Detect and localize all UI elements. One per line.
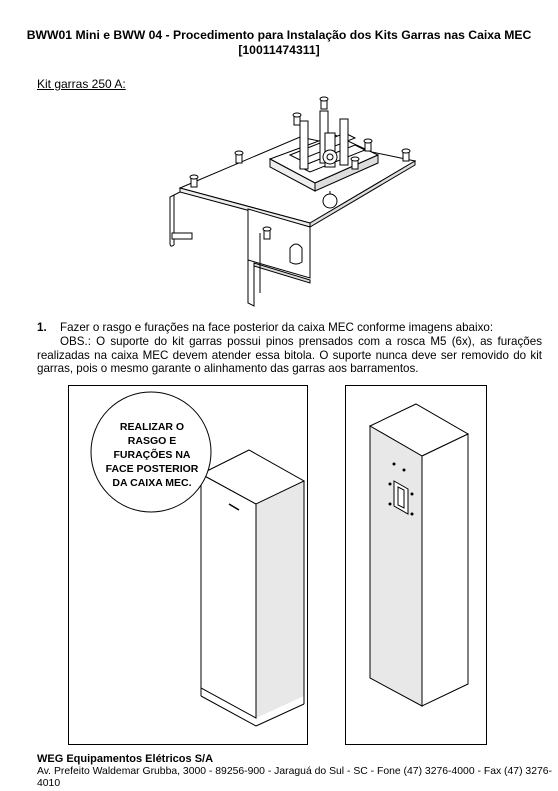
title-line-1: BWW01 Mini e BWW 04 - Procedimento para Instalação dos Kits Garras nas Caixa MEC	[26, 28, 532, 42]
mec-box-callout-drawing	[69, 386, 307, 744]
step-text	[60, 321, 542, 335]
obs-paragraph: OBS.: O suporte do kit garras possui pinos prensados com a rosca M5 (6x), as furações realizadas na caixa MEC devem atender essa bitola. O suporte nunca deve ser removido do kit garras, pois o mesmo garante o alinhamento das garras aos barramentos.	[37, 335, 542, 376]
callout-line-4: FACE POSTERIOR	[105, 463, 199, 475]
mec-box-slot-drawing	[346, 386, 486, 744]
callout-line-1: REALIZAR O	[119, 421, 185, 433]
callout-line-5: DA CAIXA MEC.	[112, 477, 192, 489]
step-number: 1.	[37, 321, 47, 334]
figure-panel-left	[68, 385, 308, 745]
document-title	[20, 28, 538, 58]
footer-address: Av. Prefeito Waldemar Grubba, 3000 - 89256-900 - Jaraguá do Sul - SC - Fone (47) 3276-4000 - Fax (47) 3276-4010	[37, 765, 552, 789]
title-line-2: [10011474311]	[238, 43, 320, 57]
footer-company: WEG Equipamentos Elétricos S/A	[37, 753, 214, 765]
section-subtitle: Kit garras 250 A:	[37, 77, 126, 91]
callout-line-3: FURAÇÕES NA	[113, 449, 191, 461]
figure-panel-right	[345, 385, 487, 745]
step-instruction: Fazer o rasgo e furações na face posterior da caixa MEC conforme imagens abaixo:	[60, 321, 494, 334]
callout-line-2: RASGO E	[127, 435, 177, 447]
kit-garras-drawing	[150, 93, 420, 311]
